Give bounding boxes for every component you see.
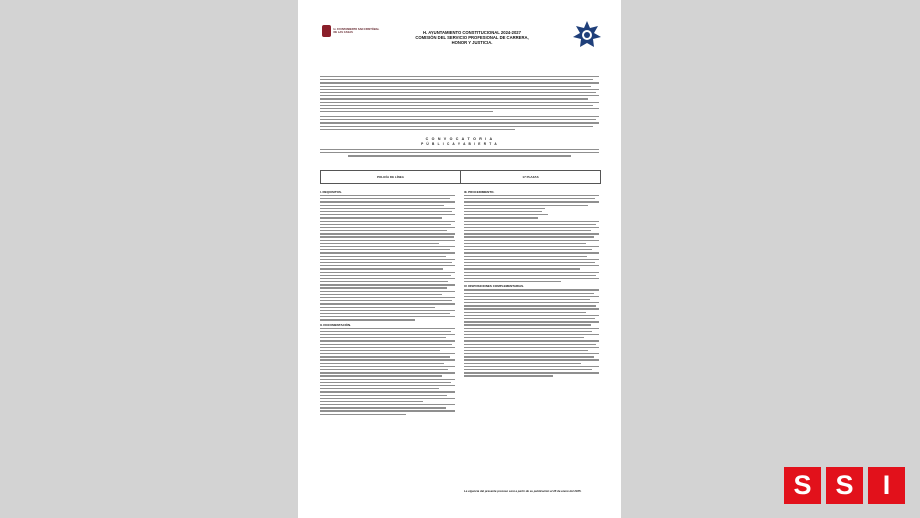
document-titles <box>402 30 542 45</box>
municipality-logo-text: H. AYUNTAMIENTO SAN CRISTÓBAL DE LAS CASAS <box>333 28 380 34</box>
left-column <box>320 188 455 415</box>
position-count-cell: 17 PLAZAS <box>460 171 600 183</box>
intro-paragraph <box>320 76 599 112</box>
section-disposiciones: IV. DISPOSICIONES COMPLEMENTARIAS. <box>464 284 525 289</box>
convocatoria-title: C O N V O C A T O R I A <box>425 137 494 141</box>
ssi-letter: S <box>784 467 821 504</box>
title-line-3: HONOR Y JUSTICIA. <box>451 40 493 45</box>
positions-table <box>320 170 601 184</box>
requisitos-lines <box>320 195 455 321</box>
convocatoria-text-lines <box>320 149 599 157</box>
document-page <box>298 0 621 518</box>
document-header <box>322 20 600 68</box>
disposiciones-lines <box>464 289 599 376</box>
municipality-logo-mark <box>322 25 331 37</box>
section-documentacion: II. DOCUMENTACIÓN. <box>320 322 351 327</box>
municipality-logo <box>322 24 380 38</box>
right-column <box>464 188 599 377</box>
ssi-letter: S <box>826 467 863 504</box>
convocatoria-heading <box>320 137 599 157</box>
title-line-1: H. AYUNTAMIENTO CONSTITUCIONAL 2024-2027 <box>423 30 521 35</box>
second-paragraph <box>320 116 599 130</box>
section-procedimiento: III. PROCEDIMIENTO. <box>464 190 495 194</box>
convocatoria-subtitle: P Ú B L I C A Y A B I E R T A <box>421 142 498 146</box>
title-line-2: COMISIÓN DEL SERVICIO PROFESIONAL DE CARRERA, <box>415 35 529 40</box>
section-requisitos: I. REQUISITOS. <box>320 190 342 194</box>
intro-text-lines <box>320 76 599 112</box>
ssi-letter: I <box>868 467 905 504</box>
documentacion-lines <box>320 328 455 415</box>
procedimiento-lines <box>464 195 599 282</box>
position-role-cell: POLICÍA DE LÍNEA <box>377 175 404 179</box>
ssi-watermark-logo <box>784 467 905 504</box>
second-text-lines <box>320 116 599 130</box>
validity-note: La vigencia del presente proceso será a partir de su publicación el 28 de enero del 2025. <box>464 489 582 493</box>
police-badge-icon <box>572 20 602 50</box>
